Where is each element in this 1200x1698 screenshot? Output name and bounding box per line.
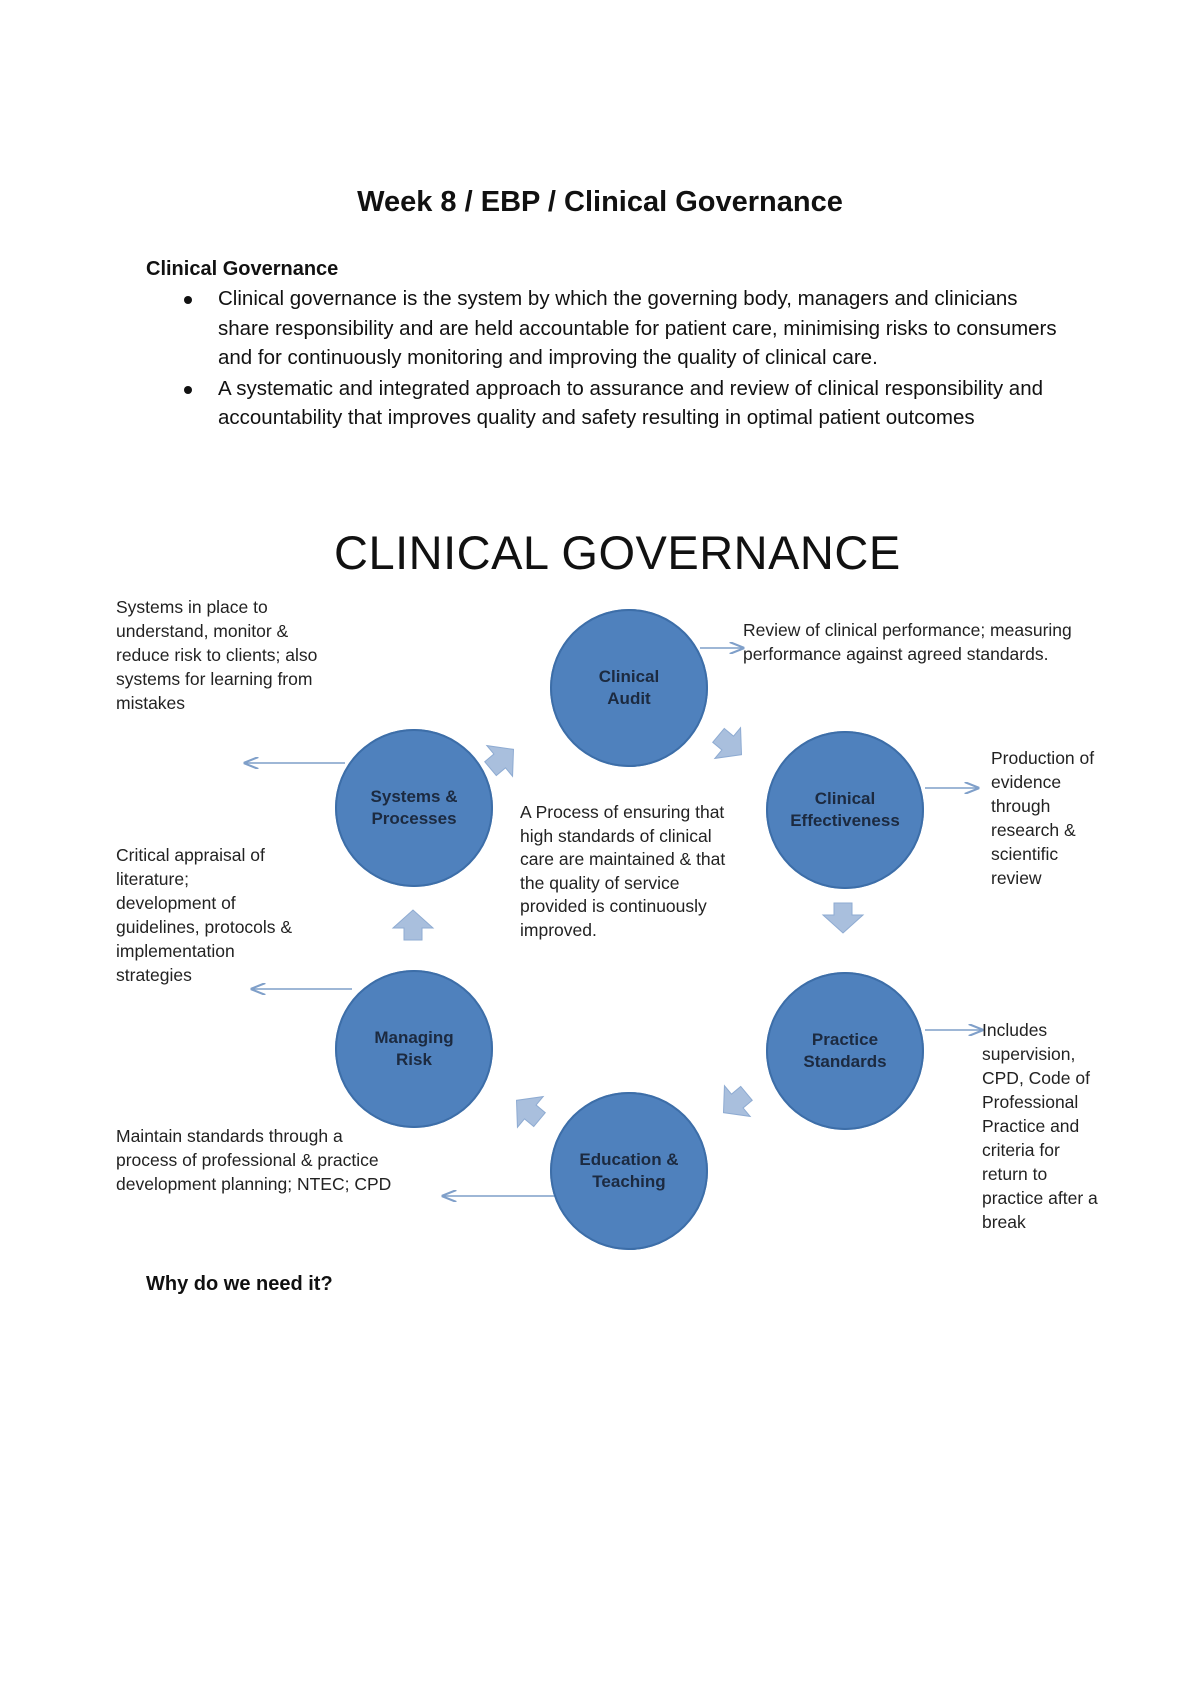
note-education: Maintain standards through a process of professional & practice development planning; NTEC; CPD [116,1126,392,1194]
diagram-title: CLINICAL GOVERNANCE [334,526,901,579]
node-label: Systems & Processes [370,787,458,828]
page-title: Week 8 / EBP / Clinical Governance [357,186,843,218]
note-audit: Review of clinical performance; measuring performance against agreed standards. [743,620,1072,664]
cycle-arrow-icon [393,910,433,940]
note-effectiveness: Production of evidence through research & scientific review [991,748,1095,888]
note-systems: Systems in place to understand, monitor & reduce risk to clients; also systems for learning from mistakes [116,597,318,713]
section-heading: Clinical Governance [146,258,339,280]
node-clinical-effectiveness [766,731,924,889]
cycle-arrow-icon [823,903,863,933]
node-education-teaching [550,1092,708,1250]
bullet-text: A systematic and integrated approach to assurance and review of clinical responsibility and accountability that improves quality and safety resulting in optimal patient outcomes [218,376,1044,429]
node-clinical-audit [550,609,708,767]
cycle-arrow-icon [504,1085,553,1135]
bullet-text: Clinical governance is the system by which the governing body, managers and clinicians share responsibility and are held accountable for patient care, minimising risks to consumers and for continuously monitoring and improving the quality of clinical care. [218,287,1057,369]
note-critical-appraisal: Critical appraisal of literature; development of guidelines, protocols & implementation strategies [116,845,293,985]
node-label: Education & Teaching [579,1150,679,1191]
node-label: Managing Risk [374,1028,454,1069]
cycle-arrow-icon [711,1078,760,1128]
node-practice-standards [766,972,924,1130]
node-label: Practice Standards [803,1030,887,1071]
node-label: Clinical Audit [598,667,660,708]
note-practice: Includes supervision, CPD, Code of Professional Practice and criteria for return to practice after a break [982,1020,1098,1232]
cycle-arrow-icon [706,720,755,770]
why-heading: Why do we need it? [146,1273,333,1295]
node-managing-risk [335,970,493,1128]
node-systems-processes [335,729,493,887]
diagram-center-text: A Process of ensuring that high standards of clinical care are maintained & that the quality of service provided is continuously improved. [520,802,726,940]
node-label: Clinical Effectiveness [790,789,900,830]
